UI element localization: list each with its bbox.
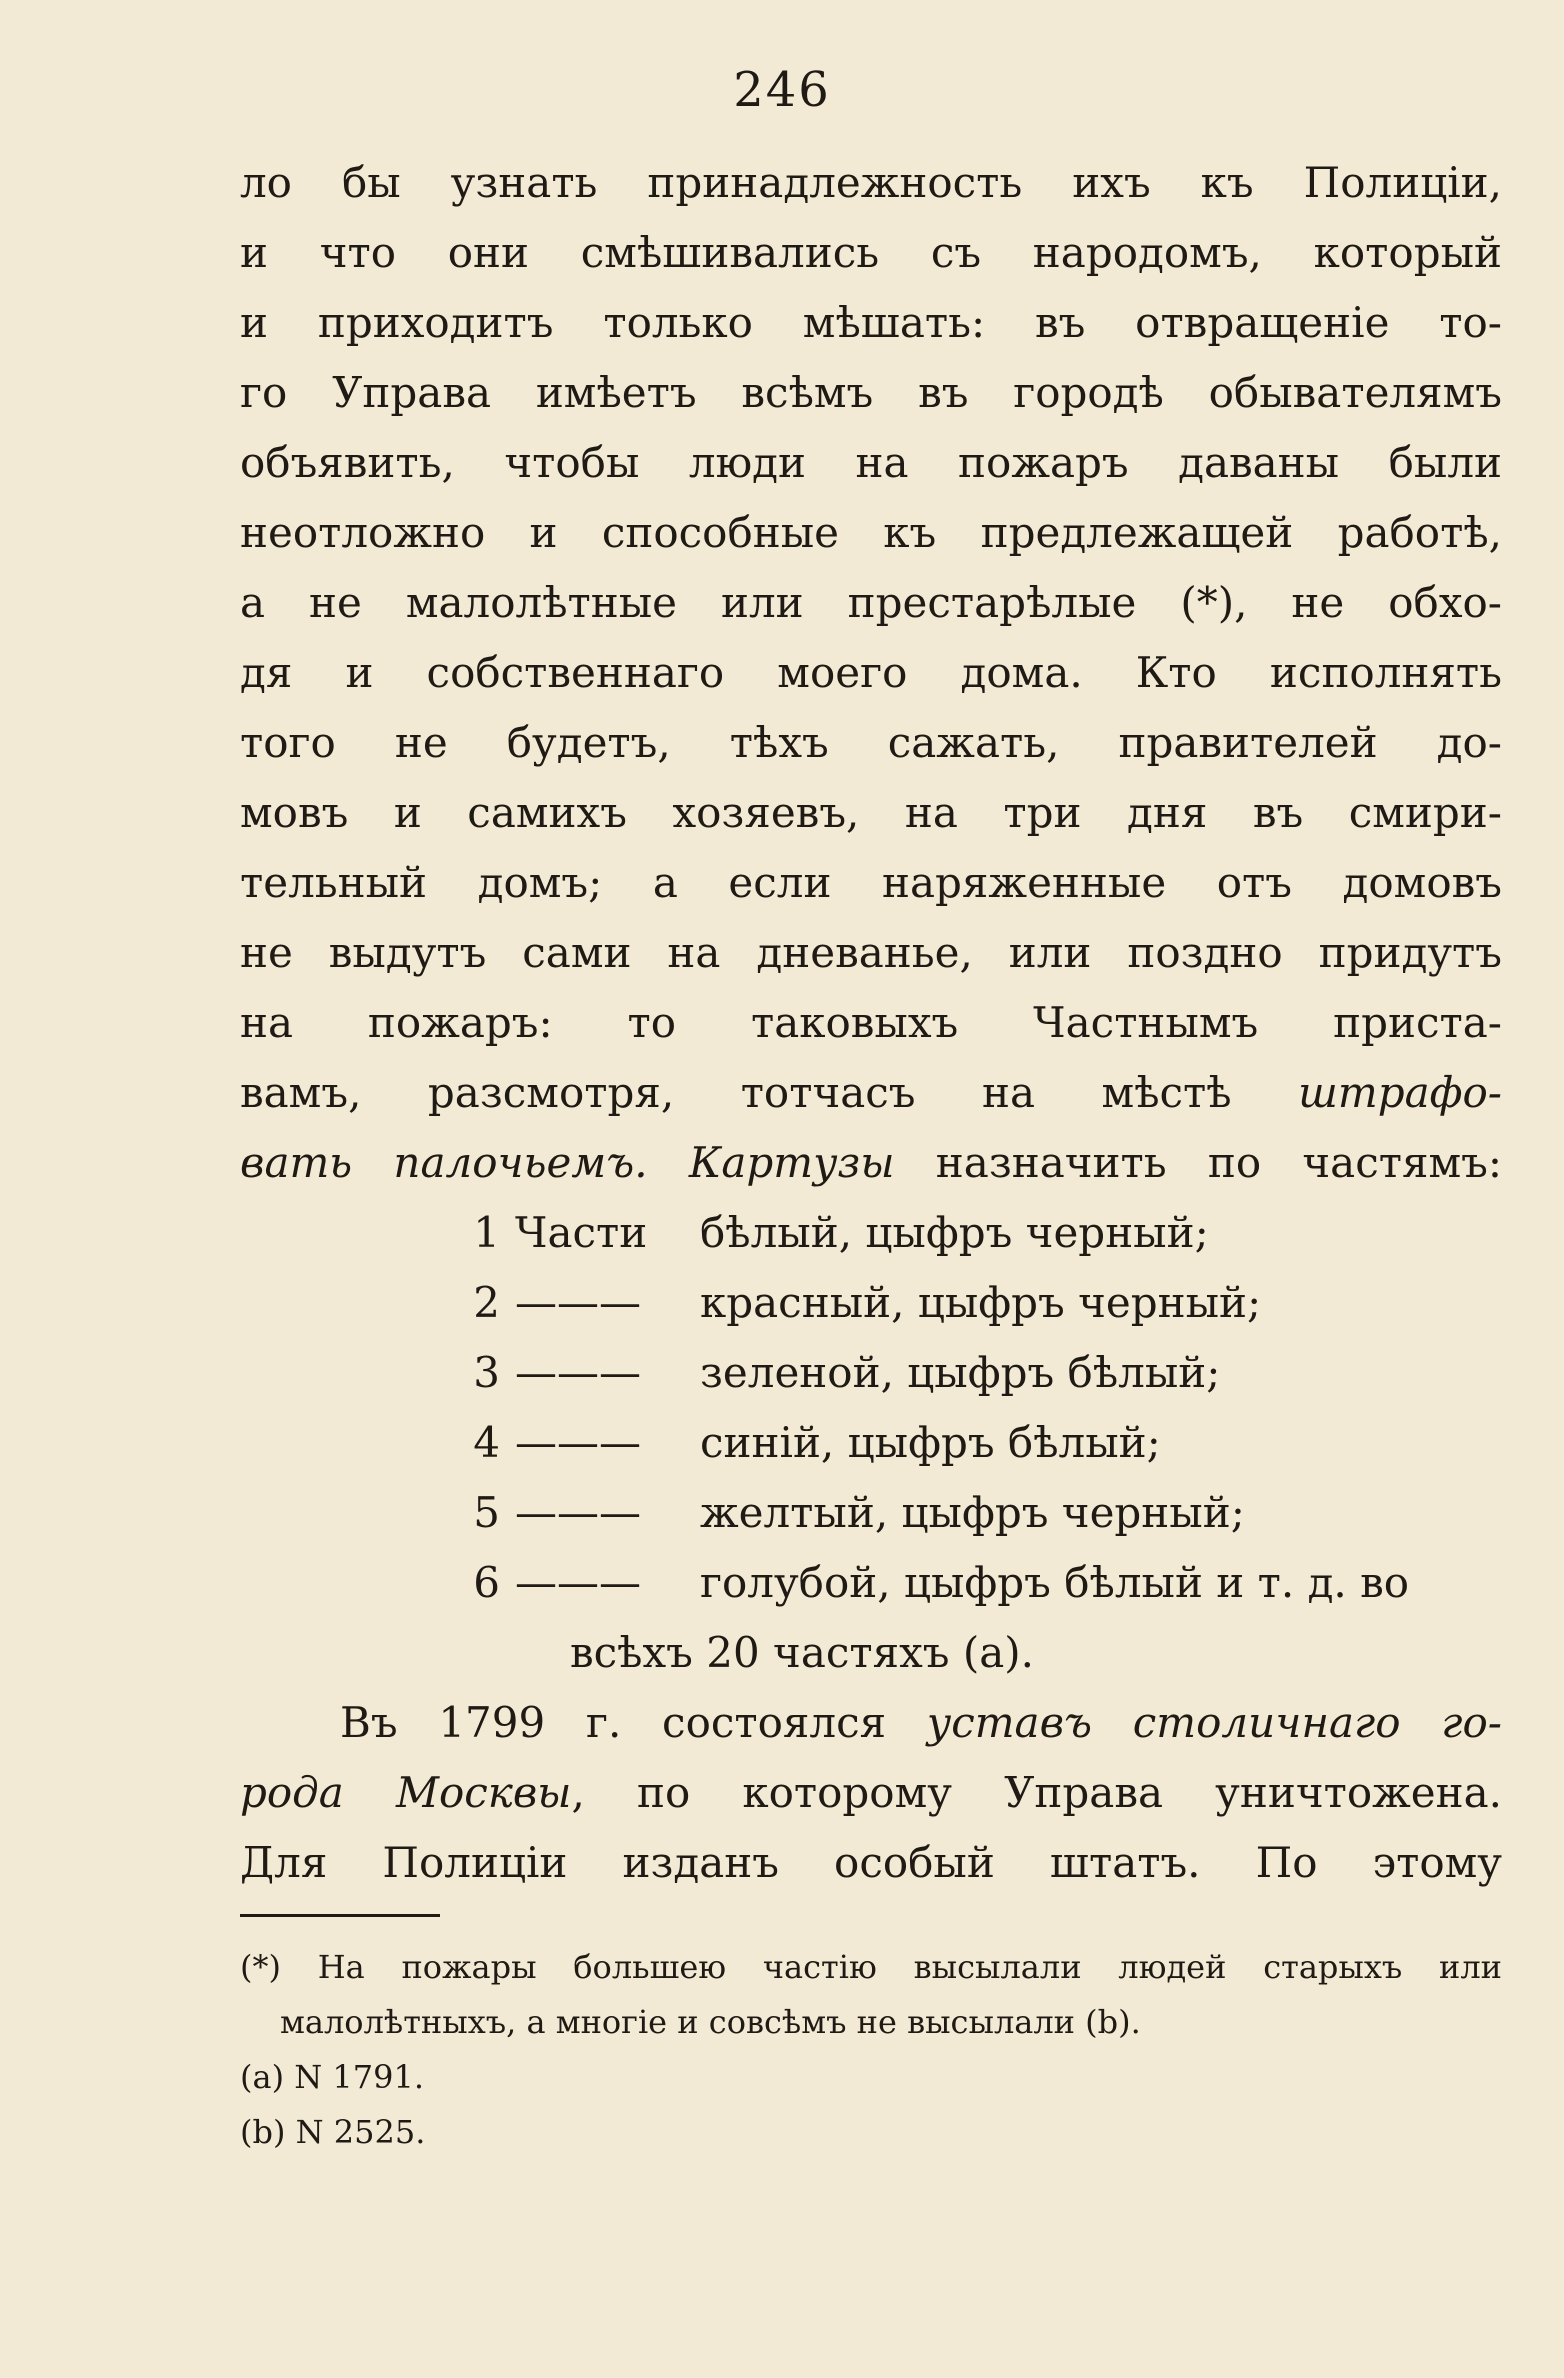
list-item-number: 2 [473,1278,500,1327]
list-item-text: голубой, цыфръ бѣлый и т. д. во [700,1558,1410,1607]
list-item-label: Части [515,1208,648,1257]
list-item-number: 6 [473,1558,500,1607]
text-segment: вамъ, разсмотря, тотчасъ на мѣстѣ [240,1068,1299,1117]
text-line: мовъ и самихъ хозяевъ, на три дня въ смири- [240,788,1502,837]
text-line [240,1688,1502,1758]
text-line: и приходитъ только мѣшать: въ отвращеніе то- [240,298,1502,347]
list-item-text: красный, цыфръ черный; [700,1278,1262,1327]
footnote-line: (a) N 1791. [240,2058,424,2096]
list-item-number: 3 [473,1348,500,1397]
list-item [240,1548,1502,1618]
list-item-label: ——— [515,1348,641,1397]
list-item-text: желтый, цыфръ черный; [700,1488,1245,1537]
list-continuation: всѣхъ 20 частяхъ (a). [570,1628,1035,1677]
text-line: и что они смѣшивались съ народомъ, который [240,228,1502,277]
list-item [240,1198,1502,1268]
text-line [240,1058,1502,1128]
text-line [240,1128,1502,1198]
list-item-label: ——— [515,1558,641,1607]
text-segment: Въ 1799 г. состоялся [340,1698,927,1747]
list-item [240,1478,1502,1548]
page-number: 246 [733,62,831,118]
text-line: Для Полиціи изданъ особый штатъ. По этому [240,1838,1502,1887]
list-item-text: бѣлый, цыфръ черный; [700,1208,1209,1257]
footnote-line: (b) N 2525. [240,2113,426,2151]
text-line: го Управа имѣетъ всѣмъ въ городѣ обывателямъ [240,368,1502,417]
footnote-line: малолѣтныхъ, а многіе и совсѣмъ не высылали (b). [280,2003,1141,2041]
color-list [240,1198,1502,1688]
list-item [240,1408,1502,1478]
text-line: на пожаръ: то таковыхъ Частнымъ приста- [240,998,1502,1047]
list-item-label: ——— [515,1488,641,1537]
list-item-number: 1 [473,1208,500,1257]
italic-term: вать палочьемъ. [240,1138,648,1187]
text-segment: назначить по частямъ: [935,1138,1502,1187]
list-item-label: ——— [515,1278,641,1327]
text-line: дя и собственнаго моего дома. Кто исполнять [240,648,1502,697]
list-item-label: ——— [515,1418,641,1467]
footnote-divider [240,1914,440,1917]
footnote-line: (*) На пожары большею частію высылали людей старыхъ или [240,1948,1502,1986]
text-line: того не будетъ, тѣхъ сажать, правителей до- [240,718,1502,767]
text-line: тельный домъ; а если наряженные отъ домовъ [240,858,1502,907]
text-segment: , по которому Управа уничтожена. [571,1768,1502,1817]
list-item [240,1268,1502,1338]
text-line: а не малолѣтные или престарѣлые (*), не обхо- [240,578,1502,627]
text-line: ло бы узнать принадлежность ихъ къ Полиціи, [240,158,1502,207]
footnotes [240,1940,1502,2160]
text-line: неотложно и способные къ предлежащей работѣ, [240,508,1502,557]
text-line: не выдутъ сами на дневанье, или поздно придутъ [240,928,1502,977]
italic-term: Картузы [688,1138,895,1187]
italic-term: штрафо- [1298,1068,1502,1117]
list-item [240,1338,1502,1408]
list-item-text: синій, цыфръ бѣлый; [700,1418,1161,1467]
text-line: объявить, чтобы люди на пожаръ даваны были [240,438,1502,487]
text-line [240,1758,1502,1828]
list-item-number: 4 [473,1418,500,1467]
list-item-text: зеленой, цыфръ бѣлый; [700,1348,1221,1397]
italic-term: рода Москвы [240,1768,572,1817]
list-item-number: 5 [473,1488,500,1537]
italic-term: уставъ столичнаго го- [926,1698,1502,1747]
main-text [240,148,1502,1898]
